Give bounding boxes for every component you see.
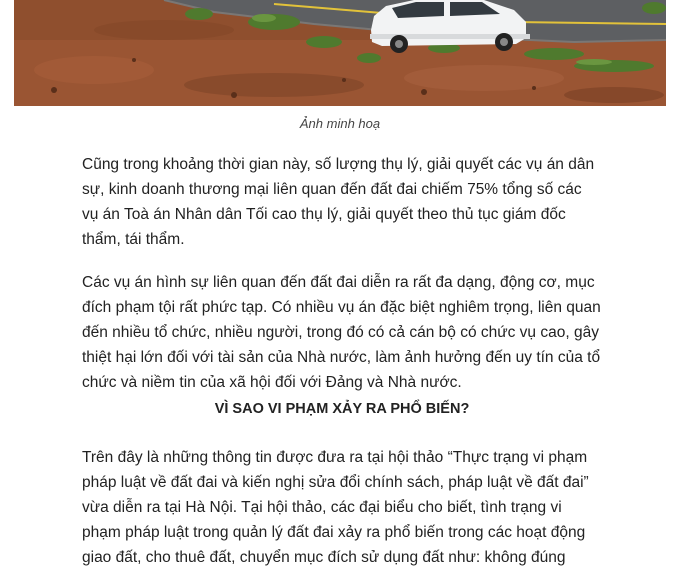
article-paragraph-2: Các vụ án hình sự liên quan đến đất đai diễn ra rất đa dạng, động cơ, mục đích phạm tội rất phức tạp. Có nhiều vụ án đặc biệt nghiêm trọng, liên quan đến nhiều tổ chức, nhiều người, trong đó có cả cán bộ có chức vụ cao, gây thiệt hại lớn đối với tài sản của Nhà nước, làm ảnh hưởng đến uy tín của tổ chức và niềm tin của xã hội đối với Đảng và Nhà nước. <box>82 274 601 391</box>
article-paragraph-1: Cũng trong khoảng thời gian này, số lượng thụ lý, giải quyết các vụ án dân sự, kinh doanh thương mại liên quan đến đất đai chiếm 75% tổng số các vụ án Toà án Nhân dân Tối cao thụ lý, giải quyết theo thủ tục giám đốc thẩm, tái thẩm. <box>82 156 595 248</box>
section-heading: VÌ SAO VI PHẠM XẢY RA PHỔ BIẾN? <box>214 401 470 417</box>
article-paragraph-3: Trên đây là những thông tin được đưa ra tại hội thảo “Thực trạng vi phạm pháp luật về đất đai và kiến nghị sửa đổi chính sách, pháp luật về đất đai” vừa diễn ra tại Hà Nội. Tại hội thảo, các đại biểu cho biết, tình trạng vi phạm pháp luật trong quản lý đất đai xảy ra phổ biến trong các hoạt động giao đất, cho thuê đất, chuyển mục đích sử dụng đất như: không đúng <box>82 449 589 566</box>
land-road-car-image <box>14 0 666 106</box>
article-photo <box>14 0 666 106</box>
image-caption: Ảnh minh hoạ <box>299 116 381 131</box>
